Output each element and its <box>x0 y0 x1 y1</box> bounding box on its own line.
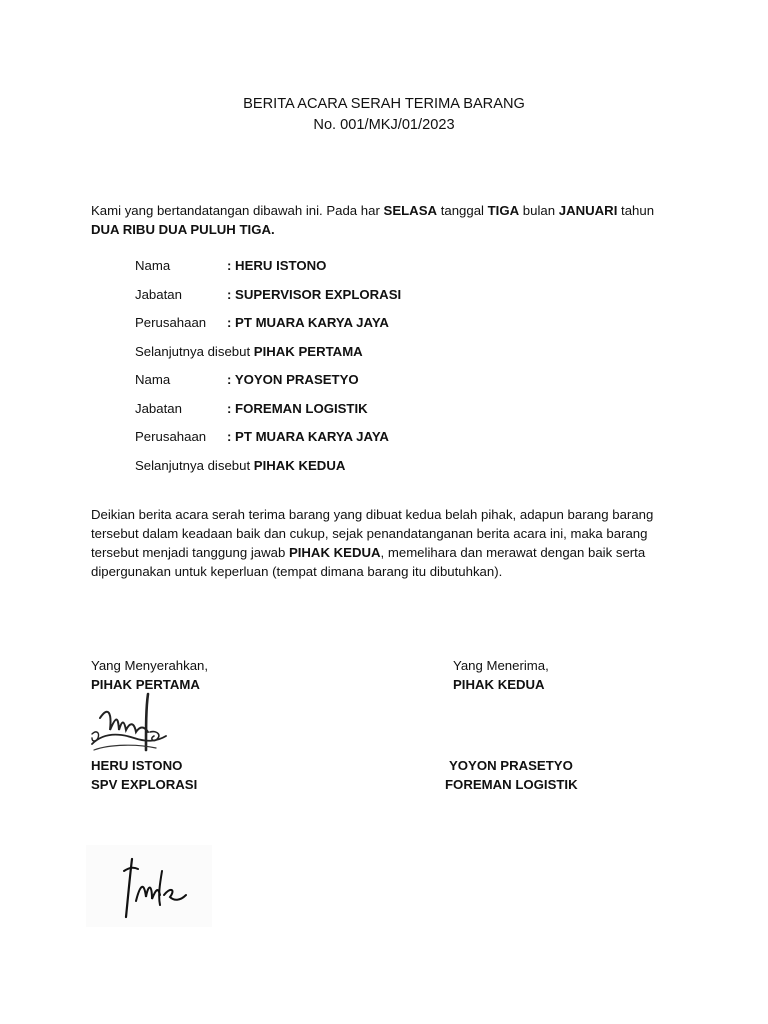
referred-text: Selanjutnya disebut <box>135 343 254 359</box>
field-value: : PT MUARA KARYA JAYA <box>227 315 389 330</box>
document-header <box>0 94 768 136</box>
right-name: YOYON PRASETYO <box>449 758 573 773</box>
right-caption: Yang Menerima, <box>453 658 549 673</box>
second-party-company-row <box>135 427 655 456</box>
field-value: : HERU ISTONO <box>227 258 327 273</box>
referred-party: PIHAK KEDUA <box>253 457 346 473</box>
statement-bold-party: PIHAK KEDUA <box>288 545 381 560</box>
intro-text-3: bulan <box>519 203 559 218</box>
intro-text-1: Kami yang bertandatangan dibawah ini. Pada har <box>91 203 384 218</box>
right-role: FOREMAN LOGISTIK <box>445 777 578 792</box>
intro-year: DUA RIBU DUA PULUH TIGA. <box>91 222 275 237</box>
statement-text-2: , memelihara dan merawat dengan baik serta dipergunakan untuk keperluan (tempat dimana barang itu dibutuhkan). <box>91 545 646 579</box>
referred-text: Selanjutnya disebut <box>135 457 254 473</box>
right-party: PIHAK KEDUA <box>453 677 545 692</box>
first-party-name-row <box>135 256 655 285</box>
document-title: BERITA ACARA SERAH TERIMA BARANG <box>243 96 525 112</box>
intro-text-2: tanggal <box>437 203 488 218</box>
second-party-name-row <box>135 370 655 399</box>
name-block-left <box>91 756 371 794</box>
field-label: Jabatan <box>135 286 182 302</box>
statement-paragraph <box>91 505 691 581</box>
name-block-right <box>445 756 705 794</box>
left-role: SPV EXPLORASI <box>91 777 198 792</box>
intro-paragraph <box>91 201 691 239</box>
referred-party: PIHAK PERTAMA <box>253 343 363 359</box>
left-party: PIHAK PERTAMA <box>91 677 200 692</box>
left-caption: Yang Menyerahkan, <box>91 658 209 673</box>
field-label: Jabatan <box>135 400 182 416</box>
field-label: Nama <box>135 258 171 273</box>
document-number: No. 001/MKJ/01/2023 <box>313 117 455 133</box>
signature-block-left <box>91 656 371 694</box>
field-label: Nama <box>135 372 171 387</box>
signature-block-right <box>453 656 713 694</box>
statement-text-1: Deikian berita acara serah terima barang yang dibuat kedua belah pihak, adapun barang barang tersebut dalam keadaan baik dan cukup, sejak penandatanganan berita acara ini, maka barang tersebut menjadi tanggung jawab <box>91 507 654 560</box>
field-label: Perusahaan <box>135 315 207 330</box>
field-value: : SUPERVISOR EXPLORASI <box>227 286 402 302</box>
field-label: Perusahaan <box>135 429 207 444</box>
field-value: : YOYON PRASETYO <box>227 372 359 387</box>
first-party-referred-row <box>135 342 655 371</box>
first-party-company-row <box>135 313 655 342</box>
field-value: : FOREMAN LOGISTIK <box>227 400 368 416</box>
intro-date: TIGA <box>487 203 520 218</box>
second-party-referred-row <box>135 456 655 485</box>
first-party-position-row <box>135 285 655 314</box>
party-fields <box>135 256 655 484</box>
left-name: HERU ISTONO <box>91 758 183 773</box>
intro-month: JANUARI <box>558 203 618 218</box>
field-value: : PT MUARA KARYA JAYA <box>227 429 389 444</box>
second-party-position-row <box>135 399 655 428</box>
intro-day: SELASA <box>383 203 438 218</box>
signature-heru-image <box>86 690 186 756</box>
signature-yoyon-image <box>86 845 212 927</box>
intro-text-4: tahun <box>617 203 655 218</box>
